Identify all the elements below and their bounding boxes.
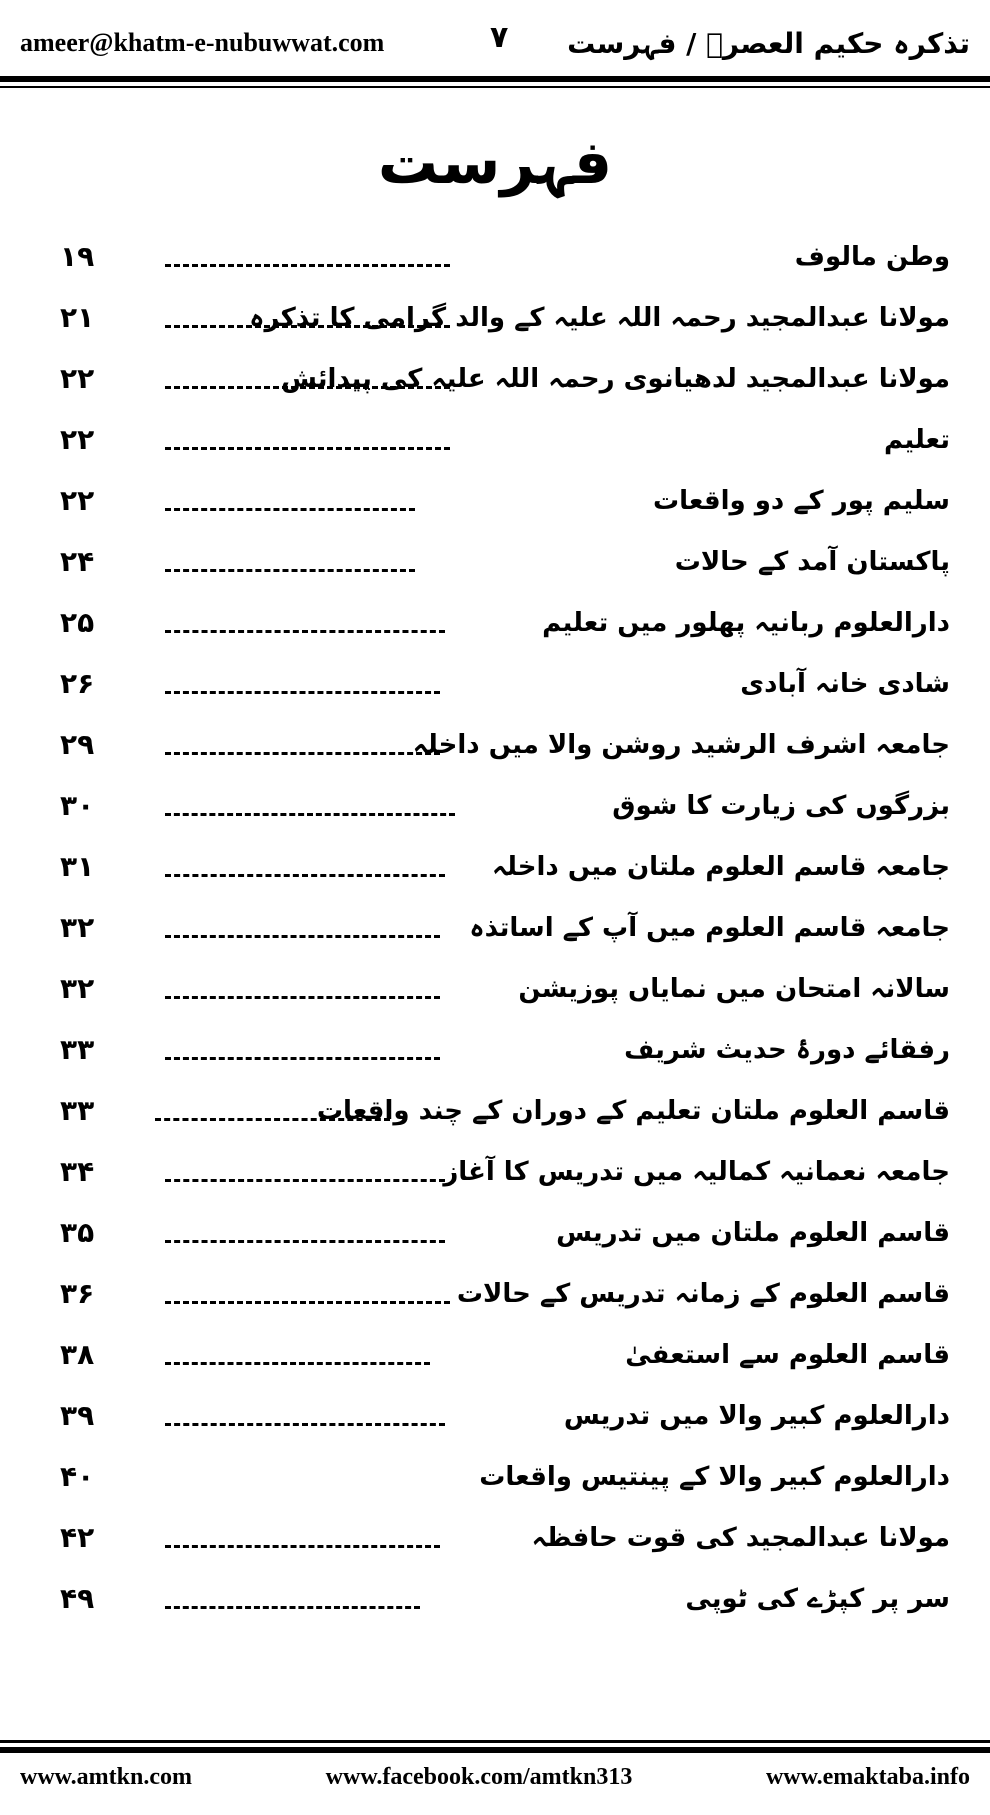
- toc-row[interactable]: [0, 541, 990, 602]
- toc-dot-leader: [165, 813, 455, 816]
- toc-entry-page-number: ۴۹: [60, 1582, 95, 1615]
- footer-rule-thick: [0, 1747, 990, 1753]
- toc-row[interactable]: [0, 480, 990, 541]
- footer-link-amtkn[interactable]: www.amtkn.com: [20, 1764, 192, 1790]
- toc-row[interactable]: [0, 1578, 990, 1639]
- toc-entry-page-number: ۳۲: [60, 911, 95, 944]
- page-footer: [20, 1764, 970, 1791]
- footer-link-facebook[interactable]: www.facebook.com/amtkn313: [325, 1764, 633, 1790]
- header-book-title: تذکرہ حکیم العصرؒ / فہرست: [567, 26, 970, 60]
- toc-entry-title: قاسم العلوم ملتان تعلیم کے دوران کے چند واقعات: [316, 1096, 950, 1126]
- toc-entry-title: دارالعلوم کبیر والا کے پینتیس واقعات: [479, 1462, 950, 1492]
- toc-entry-title: دارالعلوم ربانیہ پھلور میں تعلیم: [542, 608, 950, 638]
- toc-entry-title: شادی خانہ آبادی: [740, 669, 950, 699]
- toc-entry-title: مولانا عبدالمجید لدھیانوی رحمہ اللہ علیہ کی پیدائش: [281, 364, 950, 394]
- toc-dot-leader: [165, 935, 440, 938]
- toc-dot-leader: [165, 691, 440, 694]
- toc-entry-title: قاسم العلوم ملتان میں تدریس: [556, 1218, 950, 1248]
- header-rule-thick: [0, 76, 990, 82]
- toc-dot-leader: [165, 996, 440, 999]
- toc-entry-page-number: ۳۳: [60, 1094, 95, 1127]
- toc-row[interactable]: [0, 419, 990, 480]
- toc-dot-leader: [165, 874, 445, 877]
- toc-dot-leader: [165, 1545, 440, 1548]
- toc-dot-leader: [165, 508, 415, 511]
- page-header: [20, 18, 970, 68]
- toc-dot-leader: [165, 1057, 440, 1060]
- toc-dot-leader: [165, 1362, 430, 1365]
- toc-entry-page-number: ۳۵: [60, 1216, 95, 1249]
- toc-entry-title: جامعہ قاسم العلوم میں آپ کے اساتذہ: [469, 913, 950, 943]
- toc-entry-title: تعلیم: [883, 425, 950, 455]
- toc-row[interactable]: [0, 358, 990, 419]
- toc-row[interactable]: [0, 1334, 990, 1395]
- toc-entry-title: مولانا عبدالمجید رحمہ اللہ علیہ کے والد گرامی کا تذکرہ: [249, 303, 950, 333]
- toc-row[interactable]: [0, 1029, 990, 1090]
- toc-entry-page-number: ۳۱: [60, 850, 95, 883]
- toc-entry-page-number: ۳۰: [60, 789, 95, 822]
- toc-entry-page-number: ۳۲: [60, 972, 95, 1005]
- toc-entry-title: جامعہ نعمانیہ کمالیہ میں تدریس کا آغاز: [443, 1157, 950, 1187]
- toc-dot-leader: [165, 630, 445, 633]
- header-rule-thin: [0, 86, 990, 88]
- toc-entry-title: سر پر کپڑے کی ٹوپی: [685, 1584, 950, 1614]
- toc-row[interactable]: [0, 1517, 990, 1578]
- toc-row[interactable]: [0, 968, 990, 1029]
- toc-entry-page-number: ۳۸: [60, 1338, 95, 1371]
- toc-dot-leader: [165, 1240, 445, 1243]
- toc-row[interactable]: [0, 297, 990, 358]
- toc-row[interactable]: [0, 907, 990, 968]
- toc-entry-page-number: ۱۹: [60, 240, 95, 273]
- toc-row[interactable]: [0, 1395, 990, 1456]
- toc-dot-leader: [165, 1423, 445, 1426]
- toc-entry-page-number: ۲۹: [60, 728, 95, 761]
- toc-dot-leader: [165, 1301, 450, 1304]
- toc-dot-leader: [165, 569, 415, 572]
- toc-entry-page-number: ۲۲: [60, 362, 95, 395]
- toc-row[interactable]: [0, 846, 990, 907]
- toc-row[interactable]: [0, 602, 990, 663]
- toc-dot-leader: [165, 447, 450, 450]
- toc-row[interactable]: [0, 663, 990, 724]
- toc-entry-title: رفقائے دورۂ حدیث شریف: [624, 1035, 950, 1065]
- toc-entry-page-number: ۲۴: [60, 545, 95, 578]
- toc-entry-title: جامعہ اشرف الرشید روشن والا میں داخلہ: [412, 730, 950, 760]
- toc-dot-leader: [165, 264, 450, 267]
- toc-entry-page-number: ۴۰: [60, 1460, 95, 1493]
- toc-entry-page-number: ۲۲: [60, 484, 95, 517]
- toc-entry-page-number: ۳۴: [60, 1155, 95, 1188]
- toc-entry-title: دارالعلوم کبیر والا میں تدریس: [563, 1401, 950, 1431]
- toc-entry-page-number: ۲۵: [60, 606, 95, 639]
- toc-entry-page-number: ۲۶: [60, 667, 95, 700]
- toc-dot-leader: [165, 1179, 445, 1182]
- toc-entry-title: قاسم العلوم کے زمانہ تدریس کے حالات: [456, 1279, 950, 1309]
- toc-row[interactable]: [0, 1456, 990, 1517]
- toc-dot-leader: [165, 1606, 420, 1609]
- toc-row[interactable]: [0, 1212, 990, 1273]
- toc-entry-page-number: ۴۲: [60, 1521, 95, 1554]
- toc-row[interactable]: [0, 1151, 990, 1212]
- header-page-number: ۷: [490, 20, 509, 55]
- toc-dot-leader: [165, 752, 440, 755]
- header-email[interactable]: ameer@khatm-e-nubuwwat.com: [20, 28, 385, 57]
- toc-entry-page-number: ۳۶: [60, 1277, 95, 1310]
- toc-entry-title: وطن مالوف: [794, 242, 950, 272]
- table-of-contents: [0, 236, 990, 1639]
- page-title: فہرست: [377, 128, 613, 198]
- toc-row[interactable]: [0, 236, 990, 297]
- toc-entry-title: سالانہ امتحان میں نمایاں پوزیشن: [518, 974, 950, 1004]
- toc-dot-leader: [165, 386, 450, 389]
- toc-entry-page-number: ۲۱: [60, 301, 95, 334]
- toc-entry-page-number: ۳۹: [60, 1399, 95, 1432]
- toc-row[interactable]: [0, 724, 990, 785]
- toc-entry-title: جامعہ قاسم العلوم ملتان میں داخلہ: [491, 852, 950, 882]
- toc-row[interactable]: [0, 1273, 990, 1334]
- toc-row[interactable]: [0, 1090, 990, 1151]
- toc-entry-title: سلیم پور کے دو واقعات: [653, 486, 950, 516]
- toc-entry-title: بزرگوں کی زیارت کا شوق: [612, 791, 950, 821]
- toc-dot-leader: [165, 325, 450, 328]
- toc-entry-title: پاکستان آمد کے حالات: [674, 547, 950, 577]
- toc-entry-title: قاسم العلوم سے استعفیٰ: [625, 1340, 950, 1370]
- toc-entry-page-number: ۳۳: [60, 1033, 95, 1066]
- footer-rule-thin: [0, 1740, 990, 1743]
- footer-link-emaktaba[interactable]: www.emaktaba.info: [765, 1764, 970, 1790]
- toc-dot-leader: [155, 1118, 390, 1121]
- toc-row[interactable]: [0, 785, 990, 846]
- toc-entry-page-number: ۲۲: [60, 423, 95, 456]
- toc-entry-title: مولانا عبدالمجید کی قوت حافظہ: [531, 1523, 950, 1553]
